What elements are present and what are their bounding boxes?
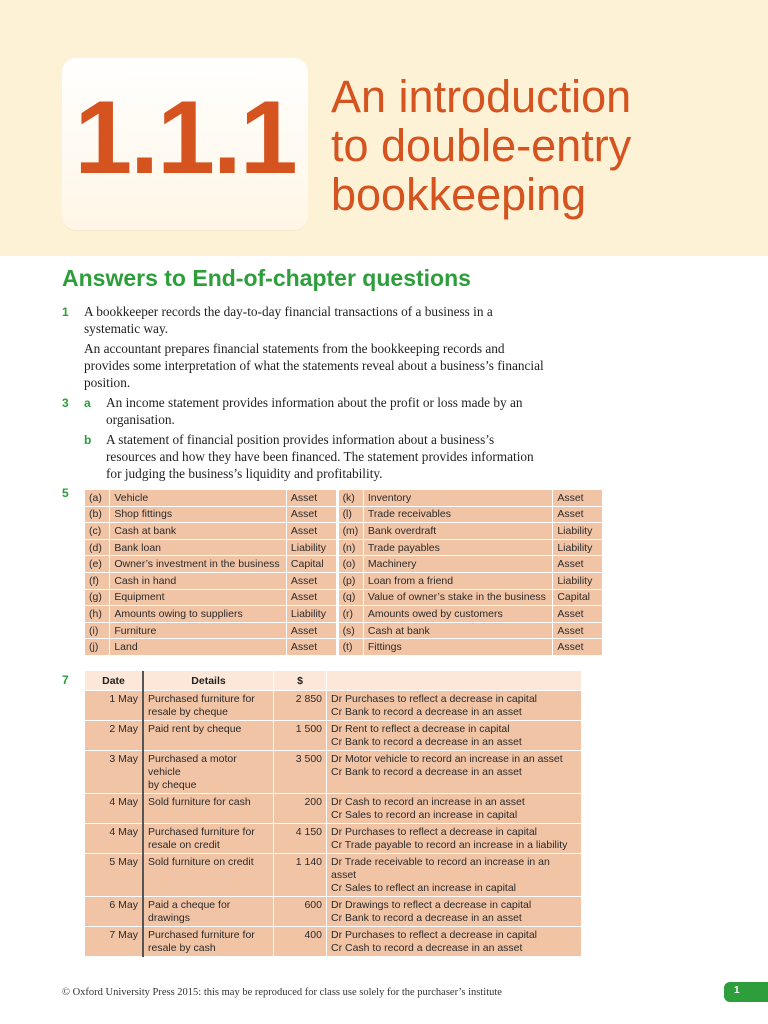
- item-category: Asset: [286, 523, 337, 540]
- item-category: Liability: [286, 539, 337, 556]
- q3-part-b-text: A statement of financial position provides information about a business’s resources and how they have been financed. The statement provides information for judging the business’s liquidity and profitability.: [106, 432, 534, 481]
- item-code: (f): [85, 572, 110, 589]
- item-name: Value of owner’s stake in the business: [363, 589, 552, 606]
- item-category: Asset: [553, 622, 603, 639]
- item-category: Capital: [553, 589, 603, 606]
- transaction-amount: 400: [274, 927, 327, 957]
- question-number-7: 7: [62, 673, 69, 687]
- transaction-date: 7 May: [85, 927, 144, 957]
- chapter-title-line: bookkeeping: [331, 169, 587, 220]
- item-code: (q): [337, 589, 363, 606]
- table-row: [85, 490, 603, 507]
- transaction-amount: 1 500: [274, 721, 327, 751]
- item-category: Asset: [553, 490, 603, 507]
- item-category: Asset: [553, 556, 603, 573]
- item-category: Liability: [553, 539, 603, 556]
- item-code: (k): [337, 490, 363, 507]
- item-code: (b): [85, 506, 110, 523]
- transaction-amount: 3 500: [274, 751, 327, 794]
- copyright-footer: © Oxford University Press 2015: this may be reproduced for class use solely for the purchaser’s institute: [62, 987, 502, 998]
- transaction-date: 5 May: [85, 854, 144, 897]
- question-number-5: 5: [62, 486, 69, 500]
- transaction-date: 2 May: [85, 721, 144, 751]
- item-category: Asset: [286, 639, 337, 656]
- table-row: [85, 622, 603, 639]
- item-name: Machinery: [363, 556, 552, 573]
- item-code: (m): [337, 523, 363, 540]
- item-category: Asset: [553, 506, 603, 523]
- table-row: [85, 691, 582, 721]
- transaction-entry: Dr Motor vehicle to record an increase in an asset Cr Bank to record a decrease in an asset: [327, 751, 582, 794]
- item-name: Land: [110, 639, 287, 656]
- q3-part-letter-b: b: [84, 433, 92, 447]
- transaction-details: Sold furniture on credit: [143, 854, 274, 897]
- item-name: Furniture: [110, 622, 287, 639]
- item-name: Owner’s investment in the business: [110, 556, 287, 573]
- item-category: Liability: [286, 606, 337, 623]
- transaction-details: Purchased furniture for resale on credit: [143, 824, 274, 854]
- classification-table: [84, 489, 603, 656]
- transaction-entry: Dr Purchases to reflect a decrease in capital Cr Cash to record a decrease in an asset: [327, 927, 582, 957]
- transaction-entry: Dr Trade receivable to record an increase in an asset Cr Sales to reflect an increase in capital: [327, 854, 582, 897]
- item-name: Trade receivables: [363, 506, 552, 523]
- item-code: (e): [85, 556, 110, 573]
- transaction-amount: 2 850: [274, 691, 327, 721]
- item-name: Bank overdraft: [363, 523, 552, 540]
- transaction-details: Paid rent by cheque: [143, 721, 274, 751]
- item-category: Asset: [553, 606, 603, 623]
- item-category: Capital: [286, 556, 337, 573]
- item-category: Asset: [553, 639, 603, 656]
- item-code: (c): [85, 523, 110, 540]
- question-number-3: 3: [62, 396, 69, 410]
- transaction-details: Purchased furniture for resale by cheque: [143, 691, 274, 721]
- item-name: Bank loan: [110, 539, 287, 556]
- transaction-entry: Dr Purchases to reflect a decrease in capital Cr Trade payable to record an increase in a liability: [327, 824, 582, 854]
- item-code: (a): [85, 490, 110, 507]
- item-code: (g): [85, 589, 110, 606]
- item-name: Equipment: [110, 589, 287, 606]
- table-row: [85, 897, 582, 927]
- item-category: Asset: [286, 589, 337, 606]
- chapter-title: [331, 72, 751, 219]
- transaction-amount: 1 140: [274, 854, 327, 897]
- item-name: Fittings: [363, 639, 552, 656]
- table-row: [85, 639, 603, 656]
- item-code: (j): [85, 639, 110, 656]
- section-heading: Answers to End-of-chapter questions: [62, 265, 471, 291]
- item-category: Liability: [553, 523, 603, 540]
- transaction-date: 4 May: [85, 794, 144, 824]
- table-row: [85, 523, 603, 540]
- item-code: (h): [85, 606, 110, 623]
- item-code: (l): [337, 506, 363, 523]
- table-row: [85, 506, 603, 523]
- item-name: Amounts owed by customers: [363, 606, 552, 623]
- item-name: Cash in hand: [110, 572, 287, 589]
- column-header-amount: $: [274, 671, 327, 691]
- transaction-amount: 600: [274, 897, 327, 927]
- table-row: [85, 794, 582, 824]
- table-row: [85, 751, 582, 794]
- chapter-number-box: [62, 58, 308, 230]
- item-code: (t): [337, 639, 363, 656]
- item-code: (p): [337, 572, 363, 589]
- table-header-row: [85, 671, 582, 691]
- table-row: [85, 721, 582, 751]
- table-row: [85, 539, 603, 556]
- item-name: Trade payables: [363, 539, 552, 556]
- page-number: 1: [734, 985, 740, 996]
- q3-part-letter-a: a: [84, 396, 91, 410]
- transaction-date: 3 May: [85, 751, 144, 794]
- transaction-amount: 4 150: [274, 824, 327, 854]
- transaction-details: Paid a cheque for drawings: [143, 897, 274, 927]
- item-name: Cash at bank: [363, 622, 552, 639]
- chapter-title-line: An introduction: [331, 71, 632, 122]
- transaction-entry: Dr Purchases to reflect a decrease in capital Cr Bank to record a decrease in an asset: [327, 691, 582, 721]
- q3-part-a-text: An income statement provides information about the profit or loss made by an organisation.: [106, 395, 523, 427]
- item-code: (r): [337, 606, 363, 623]
- q1-paragraph-2: An accountant prepares financial statements from the bookkeeping records and provides some interpretation of what the statements reveal about a business’s financial position.: [84, 341, 544, 390]
- item-name: Amounts owing to suppliers: [110, 606, 287, 623]
- question-number-1: 1: [62, 305, 69, 319]
- table-row: [85, 606, 603, 623]
- column-header-details: Details: [143, 671, 274, 691]
- item-category: Asset: [286, 572, 337, 589]
- item-name: Cash at bank: [110, 523, 287, 540]
- transaction-date: 6 May: [85, 897, 144, 927]
- item-code: (n): [337, 539, 363, 556]
- item-code: (d): [85, 539, 110, 556]
- column-header-date: Date: [85, 671, 144, 691]
- chapter-title-line: to double-entry: [331, 120, 632, 171]
- item-name: Vehicle: [110, 490, 287, 507]
- item-category: Asset: [286, 622, 337, 639]
- table-row: [85, 556, 603, 573]
- transaction-date: 1 May: [85, 691, 144, 721]
- item-name: Loan from a friend: [363, 572, 552, 589]
- item-code: (s): [337, 622, 363, 639]
- column-header-entry: [327, 671, 582, 691]
- table-row: [85, 824, 582, 854]
- item-code: (o): [337, 556, 363, 573]
- transaction-details: Purchased a motor vehicle by cheque: [143, 751, 274, 794]
- chapter-number: 1.1.1: [74, 80, 296, 196]
- page-number-tab: [724, 982, 768, 1002]
- item-category: Liability: [553, 572, 603, 589]
- table-row: [85, 927, 582, 957]
- item-code: (i): [85, 622, 110, 639]
- transaction-entry: Dr Cash to record an increase in an asset Cr Sales to record an increase in capital: [327, 794, 582, 824]
- transaction-date: 4 May: [85, 824, 144, 854]
- table-row: [85, 854, 582, 897]
- transaction-details: Sold furniture for cash: [143, 794, 274, 824]
- transaction-entry: Dr Drawings to reflect a decrease in capital Cr Bank to record a decrease in an asset: [327, 897, 582, 927]
- table-row: [85, 572, 603, 589]
- item-category: Asset: [286, 490, 337, 507]
- q1-paragraph-1: A bookkeeper records the day-to-day financial transactions of a business in a systematic way.: [84, 304, 493, 336]
- transaction-amount: 200: [274, 794, 327, 824]
- item-category: Asset: [286, 506, 337, 523]
- transaction-entry: Dr Rent to reflect a decrease in capital Cr Bank to record a decrease in an asset: [327, 721, 582, 751]
- item-name: Inventory: [363, 490, 552, 507]
- transaction-details: Purchased furniture for resale by cash: [143, 927, 274, 957]
- transactions-table: [84, 671, 582, 957]
- item-name: Shop fittings: [110, 506, 287, 523]
- table-row: [85, 589, 603, 606]
